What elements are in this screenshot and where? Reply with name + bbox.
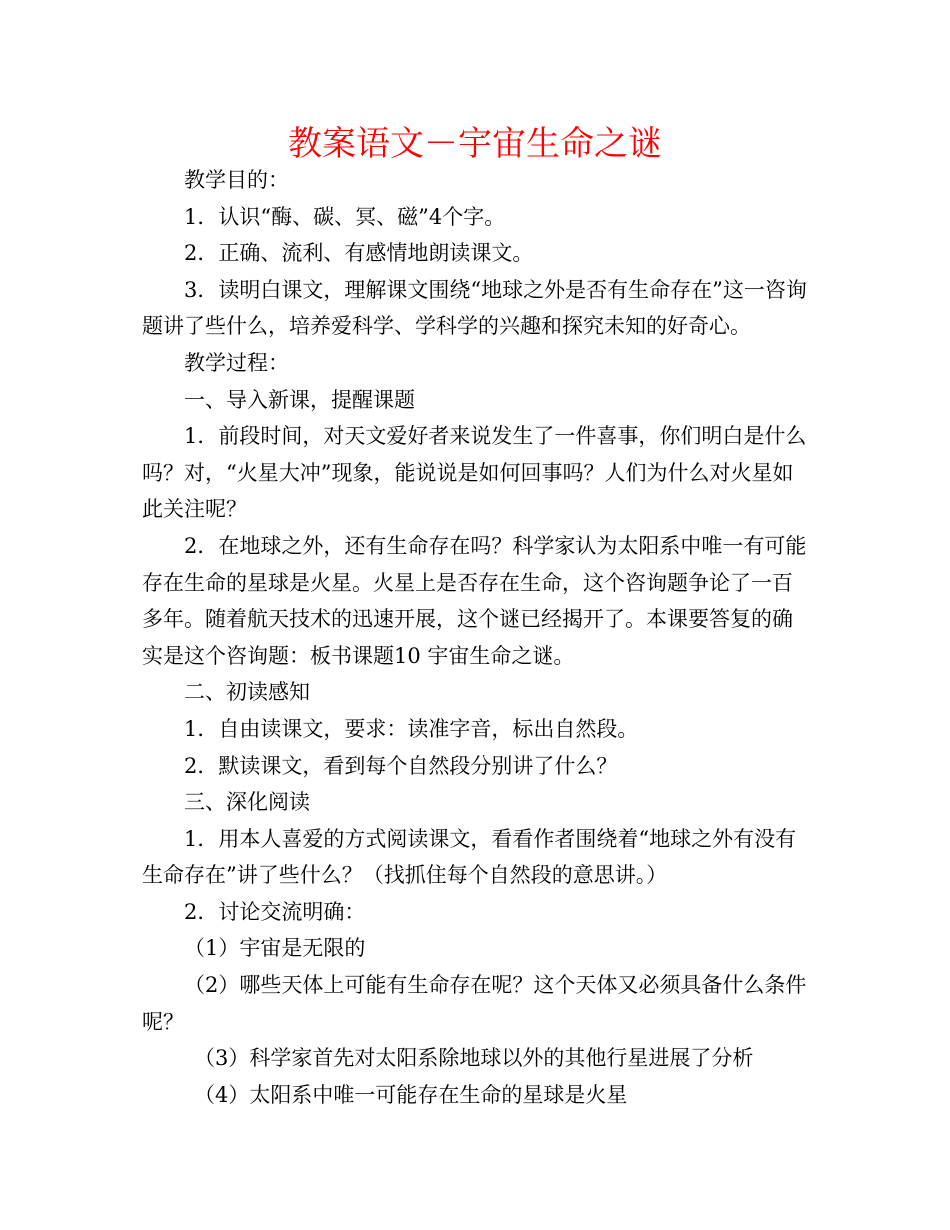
paragraph-section-2-item-2: 2．默读课文，看到每个自然段分别讲了什么？ <box>184 753 618 778</box>
paragraph-section-1-heading: 一、导入新课，提醒课题 <box>184 387 415 412</box>
document-body <box>142 162 810 1113</box>
paragraph-objective-2: 2．正确、流利、有感情地朗读课文。 <box>184 241 534 266</box>
paragraph-point-2: （2）哪些天体上可能有生命存在呢？这个天体又必须具备什么条件呢？ <box>142 973 807 1034</box>
paragraph-process-heading: 教学过程： <box>184 350 289 375</box>
paragraph-section-3-item-2: 2．讨论交流明确： <box>184 899 366 924</box>
paragraph-section-2-item-1: 1．自由读课文，要求：读准字音，标出自然段。 <box>184 716 639 741</box>
paragraph-point-3: （3）科学家首先对太阳系除地球以外的其他行星进展了分析 <box>194 1046 754 1071</box>
document-title: 教案语文－宇宙生命之谜 <box>288 124 662 164</box>
paragraph-objectives-heading: 教学目的： <box>184 168 289 192</box>
paragraph-objective-3: 3．读明白课文，理解课文围绕“地球之外是否有生命存在”这一咨询题讲了些什么，培养爱科学、学科学的兴趣和探究未知的好奇心。 <box>142 277 807 339</box>
paragraph-section-1-item-2: 2．在地球之外，还有生命存在吗？科学家认为太阳系中唯一有可能存在生命的星球是火星。火星上是否存在生命，这个咨询题争论了一百多年。随着航天技术的迅速开展，这个谜已经揭开了。本课要答复的确实是这个咨询题：板书课题10 宇宙生命之谜。 <box>142 533 807 668</box>
paragraph-section-1-item-1: 1．前段时间，对天文爱好者来说发生了一件喜事，你们明白是什么吗？对，“火星大冲”现象，能说说是如何回事吗？人们为什么对火星如此关注呢？ <box>142 424 807 522</box>
paragraph-section-3-heading: 三、深化阅读 <box>184 790 310 815</box>
paragraph-section-2-heading: 二、初读感知 <box>184 680 310 705</box>
paragraph-point-1: （1）宇宙是无限的 <box>184 936 366 961</box>
paragraph-section-3-item-1: 1．用本人喜爱的方式阅读课文，看看作者围绕着“地球之外有没有生命存在”讲了些什么？（找抓住每个自然段的意思讲。） <box>142 826 797 888</box>
paragraph-objective-1: 1．认识“酶、碳、冥、磁”4个字。 <box>184 204 506 229</box>
paragraph-point-4: （4）太阳系中唯一可能存在生命的星球是火星 <box>194 1082 628 1107</box>
